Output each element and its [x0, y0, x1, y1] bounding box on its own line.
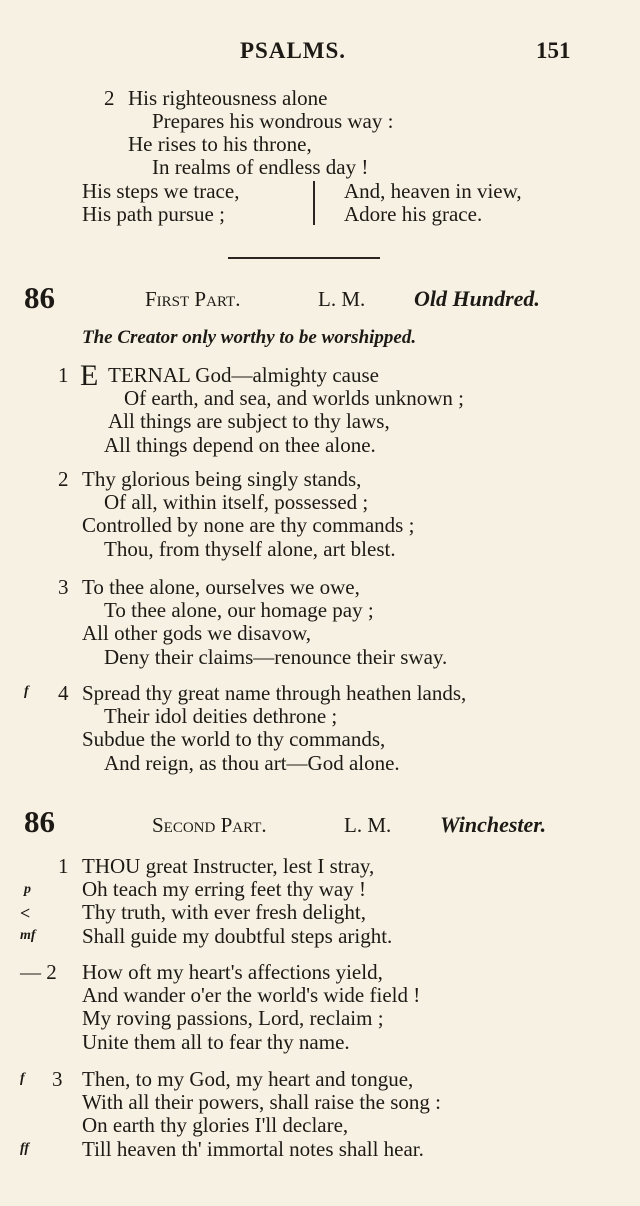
- verse-line: Of earth, and sea, and worlds unknown ;: [124, 386, 464, 410]
- verse-number: — 2: [20, 960, 57, 984]
- verse-line: In realms of endless day !: [152, 155, 369, 179]
- verse-line-right: Adore his grace.: [344, 202, 483, 226]
- verse-line: Subdue the world to thy commands,: [82, 727, 386, 751]
- verse-line: Thou, from thyself alone, art blest.: [104, 537, 396, 561]
- hymn-part: Second Part.: [152, 813, 267, 837]
- verse-line: All other gods we disavow,: [82, 621, 312, 645]
- verse-line: Of all, within itself, possessed ;: [104, 490, 369, 514]
- verse-line: Thy truth, with ever fresh delight,: [82, 900, 367, 924]
- drop-cap: E: [80, 359, 99, 392]
- hymn-meter: L. M.: [318, 287, 366, 311]
- hymn-part: First Part.: [145, 287, 241, 311]
- verse-line: How oft my heart's affections yield,: [82, 960, 383, 984]
- verse-line-left: His steps we trace,: [82, 179, 240, 203]
- verse-line: Prepares his wondrous way :: [152, 109, 394, 133]
- verse-line: His righteousness alone: [128, 86, 328, 110]
- dynamic-mark: ff: [20, 1141, 30, 1156]
- verse-line-right: And, heaven in view,: [344, 179, 522, 203]
- dynamic-mark: f: [24, 684, 29, 699]
- verse-line: My roving passions, Lord, reclaim ;: [82, 1006, 384, 1030]
- dynamic-mark: p: [24, 882, 31, 897]
- dynamic-mark: f: [20, 1071, 25, 1086]
- verse-number: 4: [58, 681, 69, 705]
- verse-line: With all their powers, shall raise the song :: [82, 1090, 441, 1114]
- verse-line: Unite them all to fear thy name.: [82, 1030, 350, 1054]
- hymn-number: 86: [24, 280, 55, 315]
- crescendo-mark: <: [20, 903, 31, 923]
- verse-line: Spread thy great name through heathen lands,: [82, 681, 467, 705]
- hymn-tune: Old Hundred.: [414, 286, 540, 311]
- verse-line: All things depend on thee alone.: [104, 433, 376, 457]
- verse-line: To thee alone, our homage pay ;: [104, 598, 374, 622]
- verse-line: Then, to my God, my heart and tongue,: [82, 1067, 414, 1091]
- verse-line: Controlled by none are thy commands ;: [82, 513, 415, 537]
- verse-line: On earth thy glories I'll declare,: [82, 1113, 349, 1137]
- verse-line: Thy glorious being singly stands,: [82, 467, 362, 491]
- column-separator-bar: [313, 181, 315, 225]
- hymn-subtitle: The Creator only worthy to be worshipped.: [82, 327, 417, 348]
- verse-line: Deny their claims—renounce their sway.: [104, 645, 448, 669]
- verse-line: Their idol deities dethrone ;: [104, 704, 338, 728]
- running-header-title: PSALMS.: [240, 38, 347, 63]
- verse-number: 3: [58, 575, 69, 599]
- section-divider: [228, 257, 380, 259]
- verse-line: All things are subject to thy laws,: [108, 409, 390, 433]
- verse-number: 1: [58, 854, 69, 878]
- verse-line: Till heaven th' immortal notes shall hear.: [82, 1137, 424, 1161]
- verse-number: 2: [104, 86, 115, 110]
- hymn-tune: Winchester.: [440, 812, 547, 837]
- verse-line: And reign, as thou art—God alone.: [104, 751, 400, 775]
- verse-line: Shall guide my doubtful steps aright.: [82, 924, 393, 948]
- page-number: 151: [536, 38, 571, 63]
- dynamic-mark: mf: [20, 928, 36, 943]
- verse-line: And wander o'er the world's wide field !: [82, 983, 421, 1007]
- hymn-number: 86: [24, 804, 55, 839]
- verse-number: 2: [58, 467, 69, 491]
- verse-line: Oh teach my erring feet thy way !: [82, 877, 366, 901]
- verse-number: 1: [58, 363, 69, 387]
- verse-line: To thee alone, ourselves we owe,: [82, 575, 360, 599]
- verse-line: TERNAL God—almighty cause: [108, 363, 380, 387]
- verse-number: 3: [52, 1067, 63, 1091]
- verse-line: He rises to his throne,: [128, 132, 312, 156]
- verse-line: THOU great Instructer, lest I stray,: [82, 854, 375, 878]
- verse-line-left: His path pursue ;: [82, 202, 225, 226]
- hymn-meter: L. M.: [344, 813, 392, 837]
